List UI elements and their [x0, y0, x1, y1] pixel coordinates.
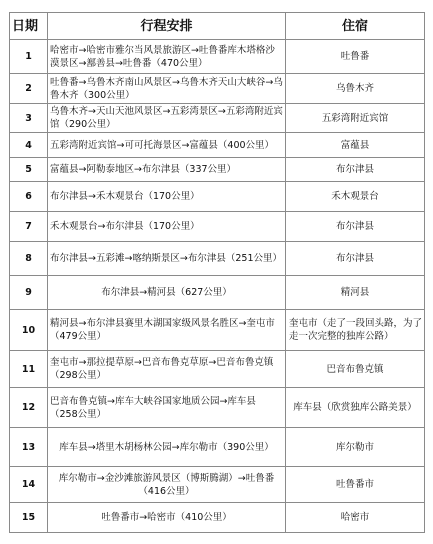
table-row	[10, 428, 425, 467]
table-row	[10, 467, 425, 503]
header-lodging: 住宿	[286, 13, 425, 40]
day-cell: 1	[10, 40, 48, 74]
header-day: 日期	[10, 13, 48, 40]
itinerary-table	[9, 12, 425, 533]
table-row	[10, 182, 425, 212]
lodging-cell: 精河县	[286, 276, 425, 310]
table-row	[10, 158, 425, 182]
lodging-cell: 乌鲁木齐	[286, 74, 425, 104]
day-cell: 5	[10, 158, 48, 182]
lodging-cell: 吐鲁番	[286, 40, 425, 74]
route-cell: 富蕴县→阿勒泰地区→布尔津县（337公里）	[48, 158, 286, 182]
table-row	[10, 351, 425, 388]
table-row	[10, 503, 425, 533]
lodging-cell: 哈密市	[286, 503, 425, 533]
table-row	[10, 242, 425, 276]
route-cell: 吐鲁番市→哈密市（410公里）	[48, 503, 286, 533]
route-cell: 哈密市→哈密市雅尔当风景旅游区→吐鲁番库木塔格沙漠景区→鄯善县→吐鲁番（470公里）	[48, 40, 286, 74]
lodging-cell: 布尔津县	[286, 242, 425, 276]
table-row	[10, 276, 425, 310]
lodging-cell: 库车县（欣赏独库公路美景）	[286, 388, 425, 428]
table-row	[10, 104, 425, 133]
day-cell: 3	[10, 104, 48, 133]
table-row	[10, 388, 425, 428]
route-cell: 库车县→塔里木胡杨林公园→库尔勒市（390公里）	[48, 428, 286, 467]
day-cell: 14	[10, 467, 48, 503]
route-cell: 五彩湾附近宾馆→可可托海景区→富蕴县（400公里）	[48, 133, 286, 158]
day-cell: 9	[10, 276, 48, 310]
lodging-cell: 巴音布鲁克镇	[286, 351, 425, 388]
route-cell: 布尔津县→禾木观景台（170公里）	[48, 182, 286, 212]
lodging-cell: 库尔勒市	[286, 428, 425, 467]
day-cell: 2	[10, 74, 48, 104]
day-cell: 8	[10, 242, 48, 276]
route-cell: 巴音布鲁克镇→库车大峡谷国家地质公园→库车县（258公里）	[48, 388, 286, 428]
day-cell: 15	[10, 503, 48, 533]
header-route: 行程安排	[48, 13, 286, 40]
table-row	[10, 310, 425, 351]
lodging-cell: 奎屯市（走了一段回头路，为了走一次完整的独库公路）	[286, 310, 425, 351]
route-cell: 库尔勒市→金沙滩旅游风景区（博斯腾湖）→吐鲁番（416公里）	[48, 467, 286, 503]
lodging-cell: 禾木观景台	[286, 182, 425, 212]
route-cell: 吐鲁番→乌鲁木齐南山风景区→乌鲁木齐天山大峡谷→乌鲁木齐（300公里）	[48, 74, 286, 104]
day-cell: 11	[10, 351, 48, 388]
route-cell: 乌鲁木齐→天山天池风景区→五彩湾景区→五彩湾附近宾馆（290公里）	[48, 104, 286, 133]
lodging-cell: 五彩湾附近宾馆	[286, 104, 425, 133]
day-cell: 13	[10, 428, 48, 467]
table-row	[10, 133, 425, 158]
lodging-cell: 布尔津县	[286, 212, 425, 242]
day-cell: 6	[10, 182, 48, 212]
table-row	[10, 212, 425, 242]
route-cell: 奎屯市→那拉提草原→巴音布鲁克草原→巴音布鲁克镇（298公里）	[48, 351, 286, 388]
lodging-cell: 富蕴县	[286, 133, 425, 158]
day-cell: 4	[10, 133, 48, 158]
route-cell: 禾木观景台→布尔津县（170公里）	[48, 212, 286, 242]
route-cell: 布尔津县→五彩滩→喀纳斯景区→布尔津县（251公里）	[48, 242, 286, 276]
table-header-row	[10, 13, 425, 40]
table-row	[10, 40, 425, 74]
route-cell: 布尔津县→精河县（627公里）	[48, 276, 286, 310]
lodging-cell: 布尔津县	[286, 158, 425, 182]
day-cell: 7	[10, 212, 48, 242]
table-row	[10, 74, 425, 104]
route-cell: 精河县→布尔津县赛里木湖国家级风景名胜区→奎屯市（479公里）	[48, 310, 286, 351]
day-cell: 10	[10, 310, 48, 351]
day-cell: 12	[10, 388, 48, 428]
lodging-cell: 吐鲁番市	[286, 467, 425, 503]
